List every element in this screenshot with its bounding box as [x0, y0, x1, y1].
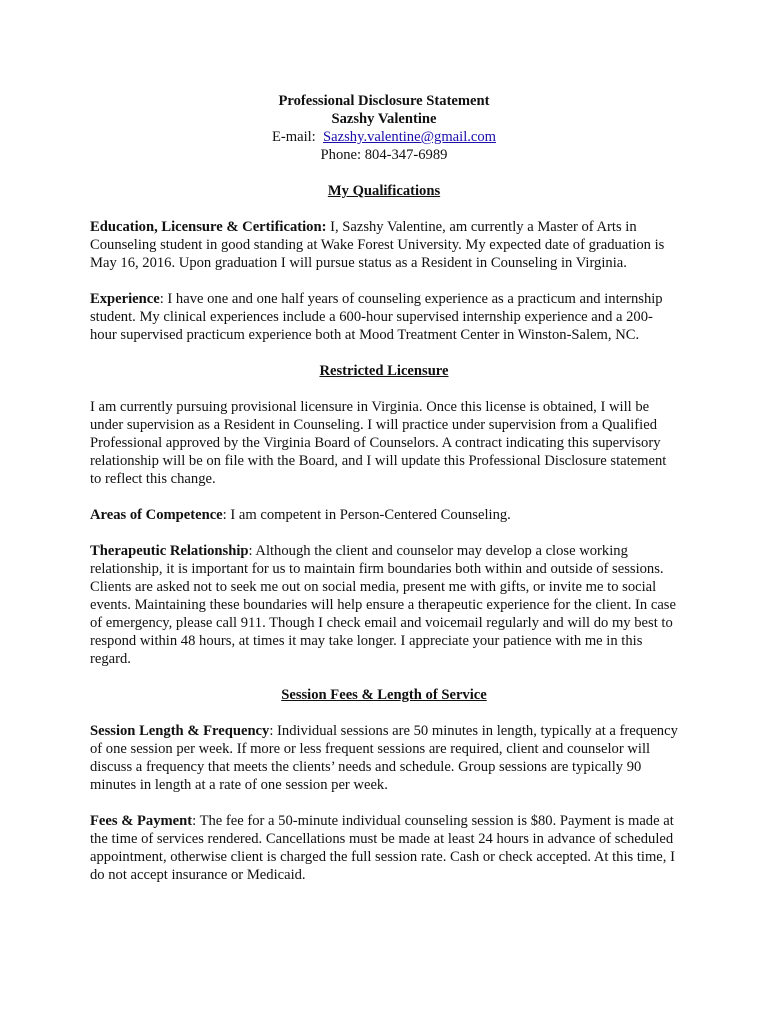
- session-length-label: Session Length & Frequency: [90, 723, 270, 739]
- experience-text: : I have one and one half years of counseling experience as a practicum and internship student. My clinical experiences include a 600-hour supervised internship experience and a 200-hour supervised practicum experience both at Mood Treatment Center in Winston-Salem, NC.: [90, 291, 663, 343]
- fees-payment-text: : The fee for a 50-minute individual counseling session is $80. Payment is made at the time of services rendered. Cancellations must be made at least 24 hours in advance of scheduled appointment, otherwise client is charged the full session rate. Cash or check accepted. At this time, I do not accept insurance or Medicaid.: [90, 813, 675, 883]
- section-heading-qualifications: My Qualifications: [327, 183, 441, 199]
- email-link[interactable]: Sazshy.valentine@gmail.com: [323, 129, 497, 145]
- section-heading-fees: Session Fees & Length of Service: [281, 687, 487, 703]
- email-label: E-mail:: [271, 129, 316, 145]
- section-heading-restricted-licensure: Restricted Licensure: [319, 363, 449, 379]
- relationship-text: : Although the client and counselor may develop a close working relationship, it is important for us to maintain firm boundaries both within and outside of sessions. Clients are asked not to seek me out on social media, present me with gifts, or invite me to social events. Maintaining these boundaries will help ensure a therapeutic experience for the client. In case of emergency, please call 911. Though I check email and voicemail regularly and will do my best to respond within 48 hours, at times it may take longer. I appreciate your patience with me in this regard.: [90, 543, 676, 667]
- fees-payment-label: Fees & Payment: [90, 813, 193, 829]
- paragraph-fees-payment: [90, 812, 678, 884]
- paragraph-restricted-licensure: I am currently pursuing provisional licensure in Virginia. Once this license is obtained, I will be under supervision as a Resident in Counseling. I will practice under supervision from a Qualified Professional approved by the Virginia Board of Counselors. A contract indicating this supervisory relationship will be on file with the Board, and I will update this Professional Disclosure statement to reflect this change.: [90, 399, 667, 487]
- email-line: [90, 128, 678, 146]
- paragraph-therapeutic-relationship: [90, 542, 678, 668]
- paragraph-education: [90, 218, 678, 272]
- document-title: Professional Disclosure Statement: [278, 93, 490, 109]
- paragraph-session-length: [90, 722, 678, 794]
- session-length-text: : Individual sessions are 50 minutes in length, typically at a frequency of one session per week. If more or less frequent sessions are required, client and counselor will discuss a frequency that meets the clients’ needs and schedule. Group sessions are typically 90 minutes in length at a rate of one session per week.: [90, 723, 678, 793]
- paragraph-competence: [90, 506, 678, 524]
- relationship-label: Therapeutic Relationship: [90, 543, 249, 559]
- experience-label: Experience: [90, 291, 160, 307]
- phone-line: Phone: 804-347-6989: [320, 147, 448, 163]
- competence-label: Areas of Competence: [90, 507, 223, 523]
- competence-text: : I am competent in Person-Centered Counseling.: [222, 507, 511, 523]
- document-header: [90, 92, 678, 164]
- education-text: I, Sazshy Valentine, am currently a Master of Arts in Counseling student in good standing at Wake Forest University. My expected date of graduation is May 16, 2016. Upon graduation I will pursue status as a Resident in Counseling in Virginia.: [90, 219, 665, 271]
- education-label: Education, Licensure & Certification:: [90, 219, 327, 235]
- document-page: [90, 92, 678, 884]
- paragraph-experience: [90, 290, 678, 344]
- author-name: Sazshy Valentine: [331, 111, 437, 127]
